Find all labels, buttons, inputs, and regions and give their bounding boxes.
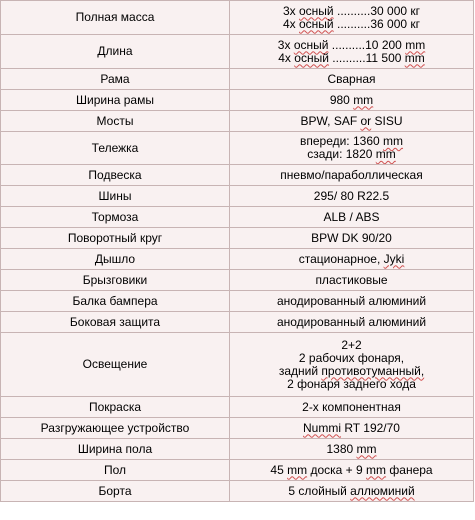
spec-name: Брызговики [1, 270, 230, 291]
table-row [1, 397, 474, 418]
table-row [1, 291, 474, 312]
specifications-table-body [1, 1, 474, 502]
spec-value-line: задний противотуманный, [278, 363, 425, 378]
spec-value [230, 460, 474, 481]
spec-value-line: анодированный алюминий [276, 314, 427, 329]
spec-value [230, 397, 474, 418]
table-row [1, 481, 474, 502]
spec-name: Рама [1, 69, 230, 90]
spec-name: Полная масса [1, 1, 230, 35]
spec-value [230, 111, 474, 132]
spec-value [230, 249, 474, 270]
spec-name: Ширина рамы [1, 90, 230, 111]
table-row [1, 270, 474, 291]
spec-value [230, 165, 474, 186]
table-row [1, 1, 474, 35]
spec-value [230, 418, 474, 439]
spec-value [230, 270, 474, 291]
table-row [1, 333, 474, 397]
spec-name: Покраска [1, 397, 230, 418]
spec-name: Боковая защита [1, 312, 230, 333]
spec-value-line: BPW, SAF or SISU [300, 113, 403, 128]
spec-value [230, 439, 474, 460]
spec-value-line: Nummi RT 192/70 [303, 420, 400, 435]
spec-value-line: 2 фонаря заднего хода [287, 376, 416, 391]
spec-value [230, 69, 474, 90]
spec-name: Тележка [1, 132, 230, 165]
table-row [1, 207, 474, 228]
table-row [1, 312, 474, 333]
spec-value [230, 1, 474, 35]
spec-value-line: 45 mm доска + 9 mm фанера [270, 462, 433, 477]
spec-name: Мосты [1, 111, 230, 132]
spec-value-line: 5 слойный аллюминий [288, 483, 415, 498]
table-row [1, 439, 474, 460]
table-row [1, 418, 474, 439]
spec-value-line: сзади: 1820 mm [307, 147, 396, 161]
table-row [1, 165, 474, 186]
spec-name: Подвеска [1, 165, 230, 186]
spec-name: Поворотный круг [1, 228, 230, 249]
spec-value-line: 2+2 [341, 337, 362, 352]
spec-value-line: 4х осный ..........11 500 mm [278, 50, 425, 65]
spec-value-line: 2 рабочих фонаря, [298, 350, 405, 365]
spec-value-line: 295/ 80 R22.5 [313, 188, 390, 203]
table-row [1, 186, 474, 207]
spec-value-line: BPW DK 90/20 [311, 230, 392, 245]
spec-value-line: ALB / ABS [323, 209, 380, 224]
spec-value [230, 132, 474, 165]
spec-name: Шины [1, 186, 230, 207]
spec-name: Освещение [1, 333, 230, 397]
spec-value [230, 481, 474, 502]
spec-value-line: Сварная [327, 71, 376, 86]
spec-value [230, 35, 474, 69]
spec-value-line: 980 mm [329, 92, 374, 107]
table-row [1, 460, 474, 481]
table-row [1, 228, 474, 249]
table-row [1, 69, 474, 90]
spec-name: Пол [1, 460, 230, 481]
spec-value [230, 90, 474, 111]
table-row [1, 90, 474, 111]
spec-value [230, 291, 474, 312]
table-row [1, 35, 474, 69]
spec-value-line: 1380 mm [326, 441, 377, 456]
spec-value-line: 2-х компонентная [302, 399, 401, 414]
spec-name: Борта [1, 481, 230, 502]
spec-value-line: 3х осный ..........30 000 кг [282, 3, 421, 18]
spec-name: Тормоза [1, 207, 230, 228]
spec-value-line: впереди: 1360 mm [299, 134, 404, 148]
spec-name: Длина [1, 35, 230, 69]
table-row [1, 132, 474, 165]
spec-value [230, 312, 474, 333]
spec-name: Балка бампера [1, 291, 230, 312]
spec-name: Дышло [1, 249, 230, 270]
spec-value [230, 186, 474, 207]
spec-value [230, 333, 474, 397]
table-row [1, 111, 474, 132]
spec-name: Разгружающее устройство [1, 418, 230, 439]
spec-name: Ширина пола [1, 439, 230, 460]
spec-value [230, 207, 474, 228]
spec-value-line: пневмо/параболлическая [280, 167, 423, 182]
spec-value [230, 228, 474, 249]
spec-value-line: 4х осный ..........36 000 кг [282, 16, 421, 31]
spec-value-line: анодированный алюминий [276, 293, 427, 308]
spec-value-line: 3х осный ..........10 200 mm [277, 37, 426, 52]
table-row [1, 249, 474, 270]
spec-value-line: стационарное, Jyki [298, 251, 405, 266]
spec-value-line: пластиковые [315, 272, 388, 287]
